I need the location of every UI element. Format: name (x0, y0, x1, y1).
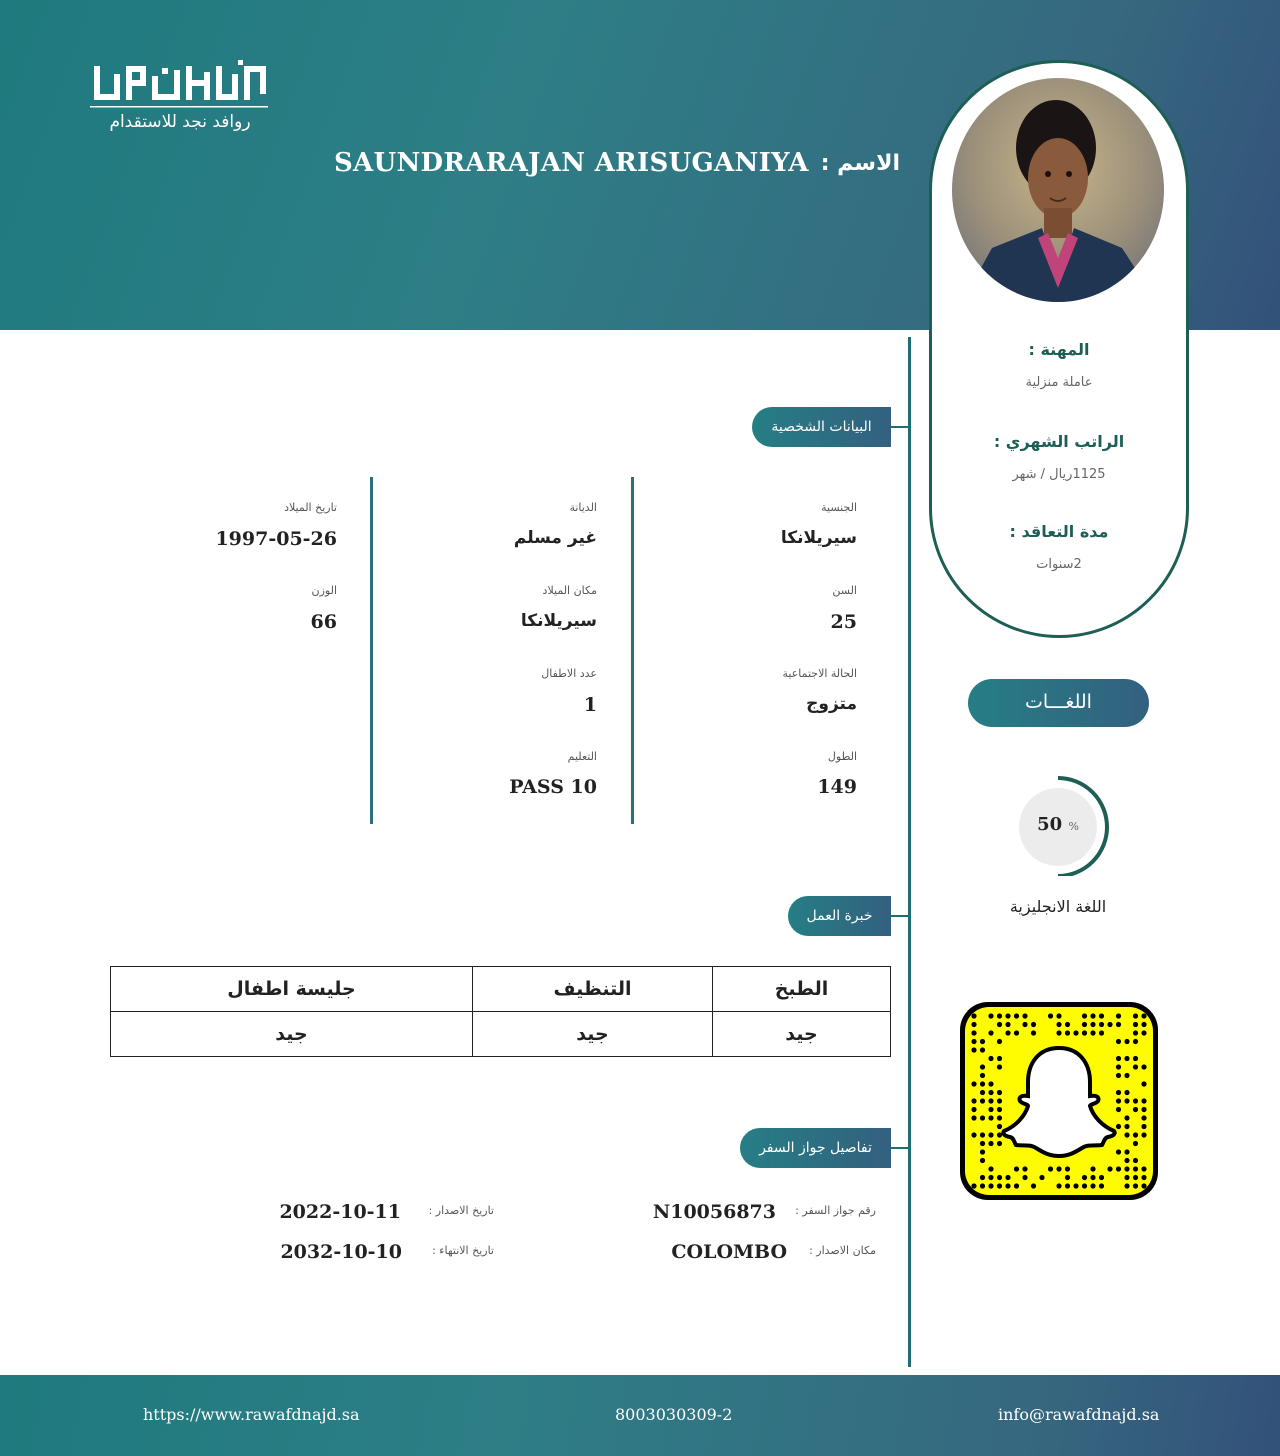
snap-dot (997, 1022, 1002, 1027)
passport-number-value: N10056873 (652, 1201, 776, 1223)
birth-date-value: 1997-05-26 (215, 528, 337, 550)
candidate-name: SAUNDRARAJAN ARISUGANIYA (333, 148, 809, 178)
snap-dot (971, 1115, 976, 1120)
snap-dot (1133, 1141, 1138, 1146)
snap-dot (988, 1013, 993, 1018)
age-value: 25 (830, 611, 857, 633)
snap-dot (971, 1183, 976, 1188)
snap-dot (1065, 1166, 1070, 1171)
snap-dot (971, 1132, 976, 1137)
snap-dot (988, 1115, 993, 1120)
contract-value: 2سنوات (1036, 557, 1082, 572)
snap-dot (1090, 1166, 1095, 1171)
snap-dot (1133, 1064, 1138, 1069)
snap-dot (1090, 1183, 1095, 1188)
snap-dot (1116, 1090, 1121, 1095)
snap-dot (1014, 1183, 1019, 1188)
salary-value: 1125ريال / شهر (1012, 467, 1106, 482)
snap-dot (980, 1081, 985, 1086)
snap-dot (1116, 1149, 1121, 1154)
snap-dot (1133, 1098, 1138, 1103)
snap-dot (1065, 1175, 1070, 1180)
snap-dot (1065, 1183, 1070, 1188)
snap-dot (1107, 1022, 1112, 1027)
snap-dot (1090, 1030, 1095, 1035)
table-cell: جيد (111, 1012, 473, 1057)
snap-dot (980, 1115, 985, 1120)
snap-dot (1133, 1166, 1138, 1171)
passport-number-label: رقم جواز السفر : (795, 1204, 876, 1217)
snap-dot (1141, 1183, 1146, 1188)
snap-dot (997, 1064, 1002, 1069)
children-label: عدد الاطفال (541, 667, 597, 680)
snap-dot (980, 1073, 985, 1078)
snap-dot (1141, 1081, 1146, 1086)
snap-dot (1082, 1175, 1087, 1180)
snap-dot (1141, 1022, 1146, 1027)
language-percent-sign: % (1068, 820, 1079, 833)
profession-value: عاملة منزلية (1025, 375, 1093, 390)
snap-dot (1124, 1056, 1129, 1061)
table-header-cell: جليسة اطفال (111, 967, 473, 1012)
snap-dot (1133, 1132, 1138, 1137)
snap-dot (1056, 1022, 1061, 1027)
snap-dot (1031, 1030, 1036, 1035)
candidate-photo (952, 78, 1164, 302)
snap-dot (1014, 1030, 1019, 1035)
column-divider (631, 477, 634, 824)
snap-dot (1014, 1166, 1019, 1171)
snap-dot (988, 1132, 993, 1137)
birth-place-label: مكان الميلاد (542, 584, 597, 597)
snap-dot (1073, 1183, 1078, 1188)
religion-value: غير مسلم (513, 528, 597, 548)
salary-label: الراتب الشهري : (993, 432, 1125, 451)
snap-dot (1099, 1030, 1104, 1035)
snap-dot (1133, 1056, 1138, 1061)
issue-date-label: تاريخ الاصدار : (428, 1204, 494, 1217)
age-label: السن (832, 584, 857, 597)
snap-dot (1124, 1132, 1129, 1137)
column-divider (370, 477, 373, 824)
snap-dot (988, 1183, 993, 1188)
snap-dot (1116, 1073, 1121, 1078)
snap-dot (971, 1081, 976, 1086)
snap-dot (1116, 1064, 1121, 1069)
marital-status-value: متزوج (806, 694, 857, 714)
religion-label: الديانة (569, 501, 597, 514)
snap-dot (1124, 1073, 1129, 1078)
snap-dot (1090, 1175, 1095, 1180)
section-passport-details: تفاصيل جواز السفر (740, 1128, 891, 1168)
snap-dot (1141, 1124, 1146, 1129)
snap-dot (988, 1107, 993, 1112)
language-name: اللغة الانجليزية (1009, 897, 1107, 916)
table-cell: جيد (713, 1012, 891, 1057)
snap-dot (1141, 1107, 1146, 1112)
section-tick (890, 915, 910, 917)
snap-dot (1124, 1158, 1129, 1163)
snap-dot (988, 1056, 993, 1061)
snap-dot (1090, 1022, 1095, 1027)
snap-dot (988, 1141, 993, 1146)
snap-dot (1039, 1175, 1044, 1180)
snap-dot (997, 1090, 1002, 1095)
section-tick (890, 1147, 910, 1149)
snap-dot (1124, 1183, 1129, 1188)
footer-phone[interactable]: 8003030309-2 (615, 1405, 733, 1424)
snap-dot (1048, 1166, 1053, 1171)
snap-dot (980, 1098, 985, 1103)
marital-status-label: الحالة الاجتماعية (782, 667, 857, 680)
snap-dot (1116, 1098, 1121, 1103)
snap-dot (980, 1183, 985, 1188)
snap-dot (1065, 1022, 1070, 1027)
snap-dot (1116, 1039, 1121, 1044)
snap-dot (988, 1098, 993, 1103)
section-personal-data: البيانات الشخصية (752, 407, 891, 447)
children-value: 1 (583, 694, 597, 716)
snap-dot (1124, 1098, 1129, 1103)
table-header-cell: الطبخ (713, 967, 891, 1012)
snap-dot (971, 1030, 976, 1035)
snap-dot (1082, 1022, 1087, 1027)
snap-dot (997, 1056, 1002, 1061)
snap-dot (1056, 1030, 1061, 1035)
snap-dot (1031, 1022, 1036, 1027)
snap-dot (980, 1158, 985, 1163)
snap-dot (1056, 1013, 1061, 1018)
timeline-divider (908, 337, 911, 1367)
birth-place-value: سيريلانكا (520, 611, 597, 631)
snap-dot (1141, 1115, 1146, 1120)
language-percent-value: 50 (1037, 814, 1063, 835)
snap-dot (971, 1039, 976, 1044)
snap-dot (980, 1090, 985, 1095)
height-value: 149 (817, 776, 857, 798)
snap-dot (988, 1090, 993, 1095)
snap-dot (997, 1141, 1002, 1146)
name-label: الاسم : (820, 150, 900, 176)
snap-dot (1141, 1175, 1146, 1180)
snap-dot (980, 1175, 985, 1180)
snap-dot (1022, 1175, 1027, 1180)
snap-dot (1116, 1013, 1121, 1018)
snap-dot (1065, 1030, 1070, 1035)
issue-place-value: COLOMBO (671, 1241, 787, 1263)
snap-dot (971, 1013, 976, 1018)
snap-dot (980, 1132, 985, 1137)
snap-dot (1022, 1022, 1027, 1027)
snap-dot (1056, 1183, 1061, 1188)
snap-dot (1099, 1183, 1104, 1188)
work-experience-table (110, 966, 891, 1057)
snap-dot (997, 1115, 1002, 1120)
snap-dot (1014, 1013, 1019, 1018)
section-tick (890, 426, 910, 428)
snap-dot (1124, 1166, 1129, 1171)
nationality-value: سيريلانكا (780, 528, 857, 548)
profession-label: المهنة : (1028, 340, 1090, 359)
height-label: الطول (827, 750, 857, 763)
snap-dot (1082, 1183, 1087, 1188)
snap-dot (1124, 1175, 1129, 1180)
snap-dot (1133, 1175, 1138, 1180)
snap-dot (971, 1107, 976, 1112)
snap-dot (1099, 1175, 1104, 1180)
snap-dot (1056, 1166, 1061, 1171)
snap-dot (1141, 1098, 1146, 1103)
snap-dot (1099, 1022, 1104, 1027)
footer-email[interactable]: info@rawafdnajd.sa (998, 1405, 1160, 1424)
snap-dot (1116, 1124, 1121, 1129)
snap-dot (1141, 1132, 1146, 1137)
expiry-date-value: 2032-10-10 (280, 1241, 402, 1263)
snap-dot (997, 1124, 1002, 1129)
snap-dot (1005, 1175, 1010, 1180)
snap-dot (1124, 1124, 1129, 1129)
nationality-label: الجنسية (821, 501, 857, 514)
candidate-name-row (334, 148, 900, 178)
snap-dot (988, 1175, 993, 1180)
snap-dot (980, 1141, 985, 1146)
snap-dot (1116, 1107, 1121, 1112)
snap-dot (971, 1098, 976, 1103)
snap-dot (988, 1166, 993, 1171)
snap-dot (980, 1047, 985, 1052)
table-header-row (111, 967, 891, 1012)
snap-dot (1048, 1013, 1053, 1018)
weight-value: 66 (310, 611, 337, 633)
snap-dot (1116, 1056, 1121, 1061)
snap-dot (1133, 1013, 1138, 1018)
footer-website[interactable]: https://www.rawafdnajd.sa (143, 1405, 360, 1424)
snap-dot (1022, 1013, 1027, 1018)
logo-tagline: روافد نجد للاستقدام (109, 112, 251, 132)
snap-dot (997, 1107, 1002, 1112)
snap-dot (1005, 1183, 1010, 1188)
snap-dot (1090, 1013, 1095, 1018)
snap-dot (997, 1183, 1002, 1188)
snap-dot (997, 1013, 1002, 1018)
snap-dot (997, 1175, 1002, 1180)
language-percent (1012, 814, 1104, 835)
contract-label: مدة التعاقد : (1009, 522, 1109, 541)
snap-dot (1031, 1183, 1036, 1188)
snap-dot (1133, 1107, 1138, 1112)
education-label: التعليم (567, 750, 597, 763)
snap-dot (1082, 1013, 1087, 1018)
snap-dot (1133, 1183, 1138, 1188)
issue-place-label: مكان الاصدار : (809, 1244, 876, 1257)
table-header-cell: التنظيف (473, 967, 713, 1012)
snap-dot (988, 1081, 993, 1086)
snap-dot (1133, 1022, 1138, 1027)
snap-dot (980, 1039, 985, 1044)
snap-dot (997, 1039, 1002, 1044)
snap-dot (1022, 1166, 1027, 1171)
snap-dot (980, 1149, 985, 1154)
snap-dot (1141, 1013, 1146, 1018)
snap-dot (988, 1030, 993, 1035)
snap-dot (1116, 1166, 1121, 1171)
snap-dot (1005, 1030, 1010, 1035)
snap-dot (1107, 1166, 1112, 1171)
snap-dot (1099, 1013, 1104, 1018)
snap-dot (1124, 1149, 1129, 1154)
snap-dot (1133, 1039, 1138, 1044)
snap-dot (980, 1064, 985, 1069)
table-row (111, 1012, 891, 1057)
section-work-experience: خبرة العمل (788, 896, 891, 936)
snap-dot (1124, 1090, 1129, 1095)
birth-date-label: تاريخ الميلاد (284, 501, 337, 514)
snap-dot (997, 1098, 1002, 1103)
snap-dot (1141, 1166, 1146, 1171)
snap-dot (1005, 1022, 1010, 1027)
weight-label: الوزن (311, 584, 337, 597)
snapchat-code[interactable] (958, 1000, 1160, 1202)
snap-dot (971, 1047, 976, 1052)
snap-dot (1141, 1030, 1146, 1035)
snap-dot (971, 1022, 976, 1027)
snap-dot (1141, 1064, 1146, 1069)
snap-dot (1073, 1030, 1078, 1035)
snap-dot (1133, 1158, 1138, 1163)
issue-date-value: 2022-10-11 (279, 1201, 401, 1223)
snap-dot (1005, 1013, 1010, 1018)
expiry-date-label: تاريخ الانتهاء : (432, 1244, 494, 1257)
snap-dot (1082, 1030, 1087, 1035)
education-value: PASS 10 (509, 776, 597, 798)
snap-dot (1116, 1022, 1121, 1027)
snap-dot (1133, 1030, 1138, 1035)
languages-title: اللغـــات (968, 679, 1149, 727)
snap-dot (1124, 1039, 1129, 1044)
snap-dot (1124, 1115, 1129, 1120)
table-cell: جيد (473, 1012, 713, 1057)
